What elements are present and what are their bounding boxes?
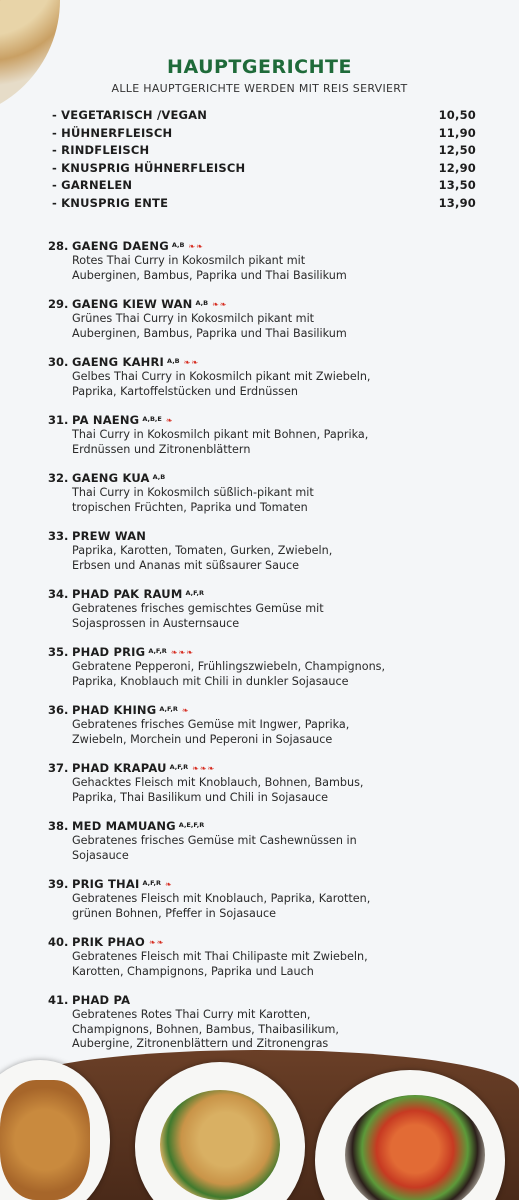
price-list [52,108,476,214]
chili-icon: ❧ [183,358,192,367]
dish-header [48,528,488,544]
dish-number: 35. [48,645,69,659]
dish-description: Aubergine, Zitronenblättern und Zitronengras [72,1037,329,1050]
dish-item [48,470,488,515]
price-label: - HÜHNERFLEISCH [52,125,173,140]
dish-item [48,702,488,747]
dish-name: GAENG KUA [72,471,150,485]
dish-name: PREW WAN [72,529,147,543]
dish-description: Thai Curry in Kokosmilch süßlich-pikant mit [72,486,314,499]
chili-rating [212,297,227,313]
chili-icon: ❧ [149,938,157,947]
dish-item [48,586,488,631]
fried-food [0,1080,90,1200]
dish-item [48,354,488,399]
price-label: - RINDFLEISCH [52,143,150,158]
dish-name: PHAD KRAPAU [72,761,167,775]
chili-rating [192,761,215,777]
dish-name: PRIG THAI [72,877,140,891]
dish-name: PHAD PA [72,993,131,1007]
price-row [52,126,476,144]
price-row [52,108,476,126]
allergen-codes: A,B [171,241,185,249]
chili-rating [184,355,199,371]
allergen-codes: A,B [152,473,166,481]
allergen-codes: A,B [195,299,209,307]
chili-icon: ❧ [156,938,165,947]
dish-description: Paprika, Kartoffelstücken und Erdnüssen [72,384,298,398]
dish-description: Erdnüssen und Zitronenblättern [72,442,251,456]
chili-rating [165,877,173,893]
dish-description: Paprika, Thai Basilikum und Chili in Sojasauce [72,790,329,804]
chili-icon: ❧ [186,648,194,657]
dish-item [48,992,488,1052]
dish-name: MED MAMUANG [72,819,176,833]
price-row [52,143,476,161]
dish-number: 31. [48,413,69,427]
chili-icon: ❧ [170,648,179,657]
price-value: 12,90 [438,160,476,175]
allergen-codes: A,E,F,R [178,821,205,829]
price-row [52,196,476,214]
dish-description: Gehacktes Fleisch mit Knoblauch, Bohnen, Bambus, [72,776,364,789]
dish-name: GAENG KIEW WAN [72,297,193,311]
chili-icon: ❧ [165,416,174,425]
dish-description: Gebratenes frisches Gemüse mit Ingwer, Paprika, [72,718,350,731]
dish-item [48,760,488,805]
dish-description: Gebratenes frisches Gemüse mit Cashewnüssen in [72,834,357,847]
price-label: - VEGETARISCH /VEGAN [52,108,208,122]
dish-header [48,470,488,486]
chili-rating [188,239,203,255]
dish-item [48,644,488,689]
chili-icon: ❧ [199,764,208,773]
chili-rating [171,645,194,661]
chili-rating [166,413,174,429]
dish-description: Gebratene Pepperoni, Frühlingszwiebeln, Champignons, [72,660,386,673]
dish-description: Zwiebeln, Morchein und Peperoni in Sojasauce [72,732,333,746]
dish-description: tropischen Früchten, Paprika und Tomaten [72,500,308,514]
dish-number: 41. [48,993,69,1007]
dish-description: Paprika, Karotten, Tomaten, Gurken, Zwiebeln, [72,544,333,557]
dish-name: PHAD KHING [72,703,157,717]
dish-name: PHAD PRIG [72,645,146,659]
noodle-dish [160,1090,280,1200]
dish-number: 34. [48,587,69,601]
dish-list [48,238,488,1065]
dish-header [48,354,488,370]
dish-number: 30. [48,355,69,369]
dish-description: Champignons, Bohnen, Bambus, Thaibasilikum, [72,1022,339,1036]
dish-description: Sojasprossen in Austernsauce [72,616,240,630]
dish-item [48,934,488,979]
dish-header [48,412,488,428]
price-label: - KNUSPRIG HÜHNERFLEISCH [52,160,246,175]
dish-name: PHAD PAK RAUM [72,587,183,601]
dish-description: Paprika, Knoblauch mit Chili in dunkler Sojasauce [72,674,349,688]
dish-item [48,412,488,457]
price-value: 11,90 [438,125,476,140]
dish-name: PA NAENG [72,413,140,427]
dish-description: Auberginen, Bambus, Paprika und Thai Basilikum [72,326,347,340]
food-photo [0,1050,519,1200]
dish-header [48,934,488,950]
dish-header [48,876,488,892]
chili-icon: ❧ [178,648,187,657]
dish-item [48,296,488,341]
price-value: 13,90 [438,195,476,210]
chili-icon: ❧ [196,242,204,251]
chili-icon: ❧ [192,764,200,773]
dish-header [48,644,488,660]
price-value: 10,50 [438,108,476,122]
dish-header [48,702,488,718]
chili-icon: ❧ [188,242,197,251]
dish-description: Rotes Thai Curry in Kokosmilch pikant mit [72,254,306,267]
dish-header [48,296,488,312]
dish-number: 32. [48,471,69,485]
allergen-codes: A,F,R [185,589,204,597]
dish-description: Gebratenes Rotes Thai Curry mit Karotten, [72,1008,311,1021]
dish-name: GAENG KAHRI [72,355,165,369]
price-value: 12,50 [438,143,476,158]
price-label: - KNUSPRIG ENTE [52,195,169,210]
dish-header [48,760,488,776]
dish-description: Gebratenes Fleisch mit Knoblauch, Paprika, Karotten, [72,892,371,905]
dish-description: grünen Bohnen, Pfeffer in Sojasauce [72,906,276,920]
price-value: 13,50 [438,178,476,193]
chili-icon: ❧ [164,880,173,889]
dish-name: GAENG DAENG [72,239,169,253]
dish-number: 28. [48,239,69,253]
allergen-codes: A,B [167,357,180,365]
chili-rating [182,703,190,719]
chili-icon: ❧ [191,358,200,367]
allergen-codes: A,F,R [169,763,189,771]
dish-description: Karotten, Champignons, Paprika und Lauch [72,964,314,978]
dish-description: Sojasauce [72,848,129,862]
chili-icon: ❧ [212,300,220,309]
dish-name: PRIK PHAO [72,935,146,949]
dish-item [48,876,488,921]
chili-icon: ❧ [181,706,190,715]
dish-description: Erbsen und Ananas mit süßsaurer Sauce [72,558,300,572]
dish-description: Auberginen, Bambus, Paprika und Thai Basilikum [72,268,347,282]
dish-item [48,528,488,573]
dish-item [48,818,488,863]
price-row [52,178,476,196]
dish-number: 33. [48,529,69,543]
dish-number: 37. [48,761,69,775]
dish-number: 39. [48,877,69,891]
dish-description: Gelbes Thai Curry in Kokosmilch pikant mit Zwiebeln, [72,370,371,383]
dish-number: 38. [48,819,69,833]
dish-number: 36. [48,703,69,717]
dish-item [48,238,488,283]
chili-icon: ❧ [207,764,216,773]
price-row [52,161,476,179]
page-subtitle: ALLE HAUPTGERICHTE WERDEN MIT REIS SERVIERT [111,82,408,95]
chili-rating [149,935,164,951]
allergen-codes: A,B,E [142,415,162,423]
page-title: HAUPTGERICHTE [167,56,352,78]
dish-header [48,238,488,254]
dish-header [48,818,488,834]
dish-number: 29. [48,297,69,311]
allergen-codes: A,F,R [142,879,161,887]
dish-description: Gebratenes Fleisch mit Thai Chilipaste mit Zwiebeln, [72,950,368,963]
allergen-codes: A,F,R [148,647,167,655]
dish-header [48,586,488,602]
dish-description: Gebratenes frisches gemischtes Gemüse mit [72,602,324,615]
price-label: - GARNELEN [52,178,133,193]
dish-header [48,992,488,1008]
dish-number: 40. [48,935,69,949]
chili-icon: ❧ [219,300,228,309]
dish-description: Thai Curry in Kokosmilch pikant mit Bohnen, Paprika, [72,428,369,441]
dish-description: Grünes Thai Curry in Kokosmilch pikant mit [72,312,315,325]
allergen-codes: A,F,R [159,705,178,713]
